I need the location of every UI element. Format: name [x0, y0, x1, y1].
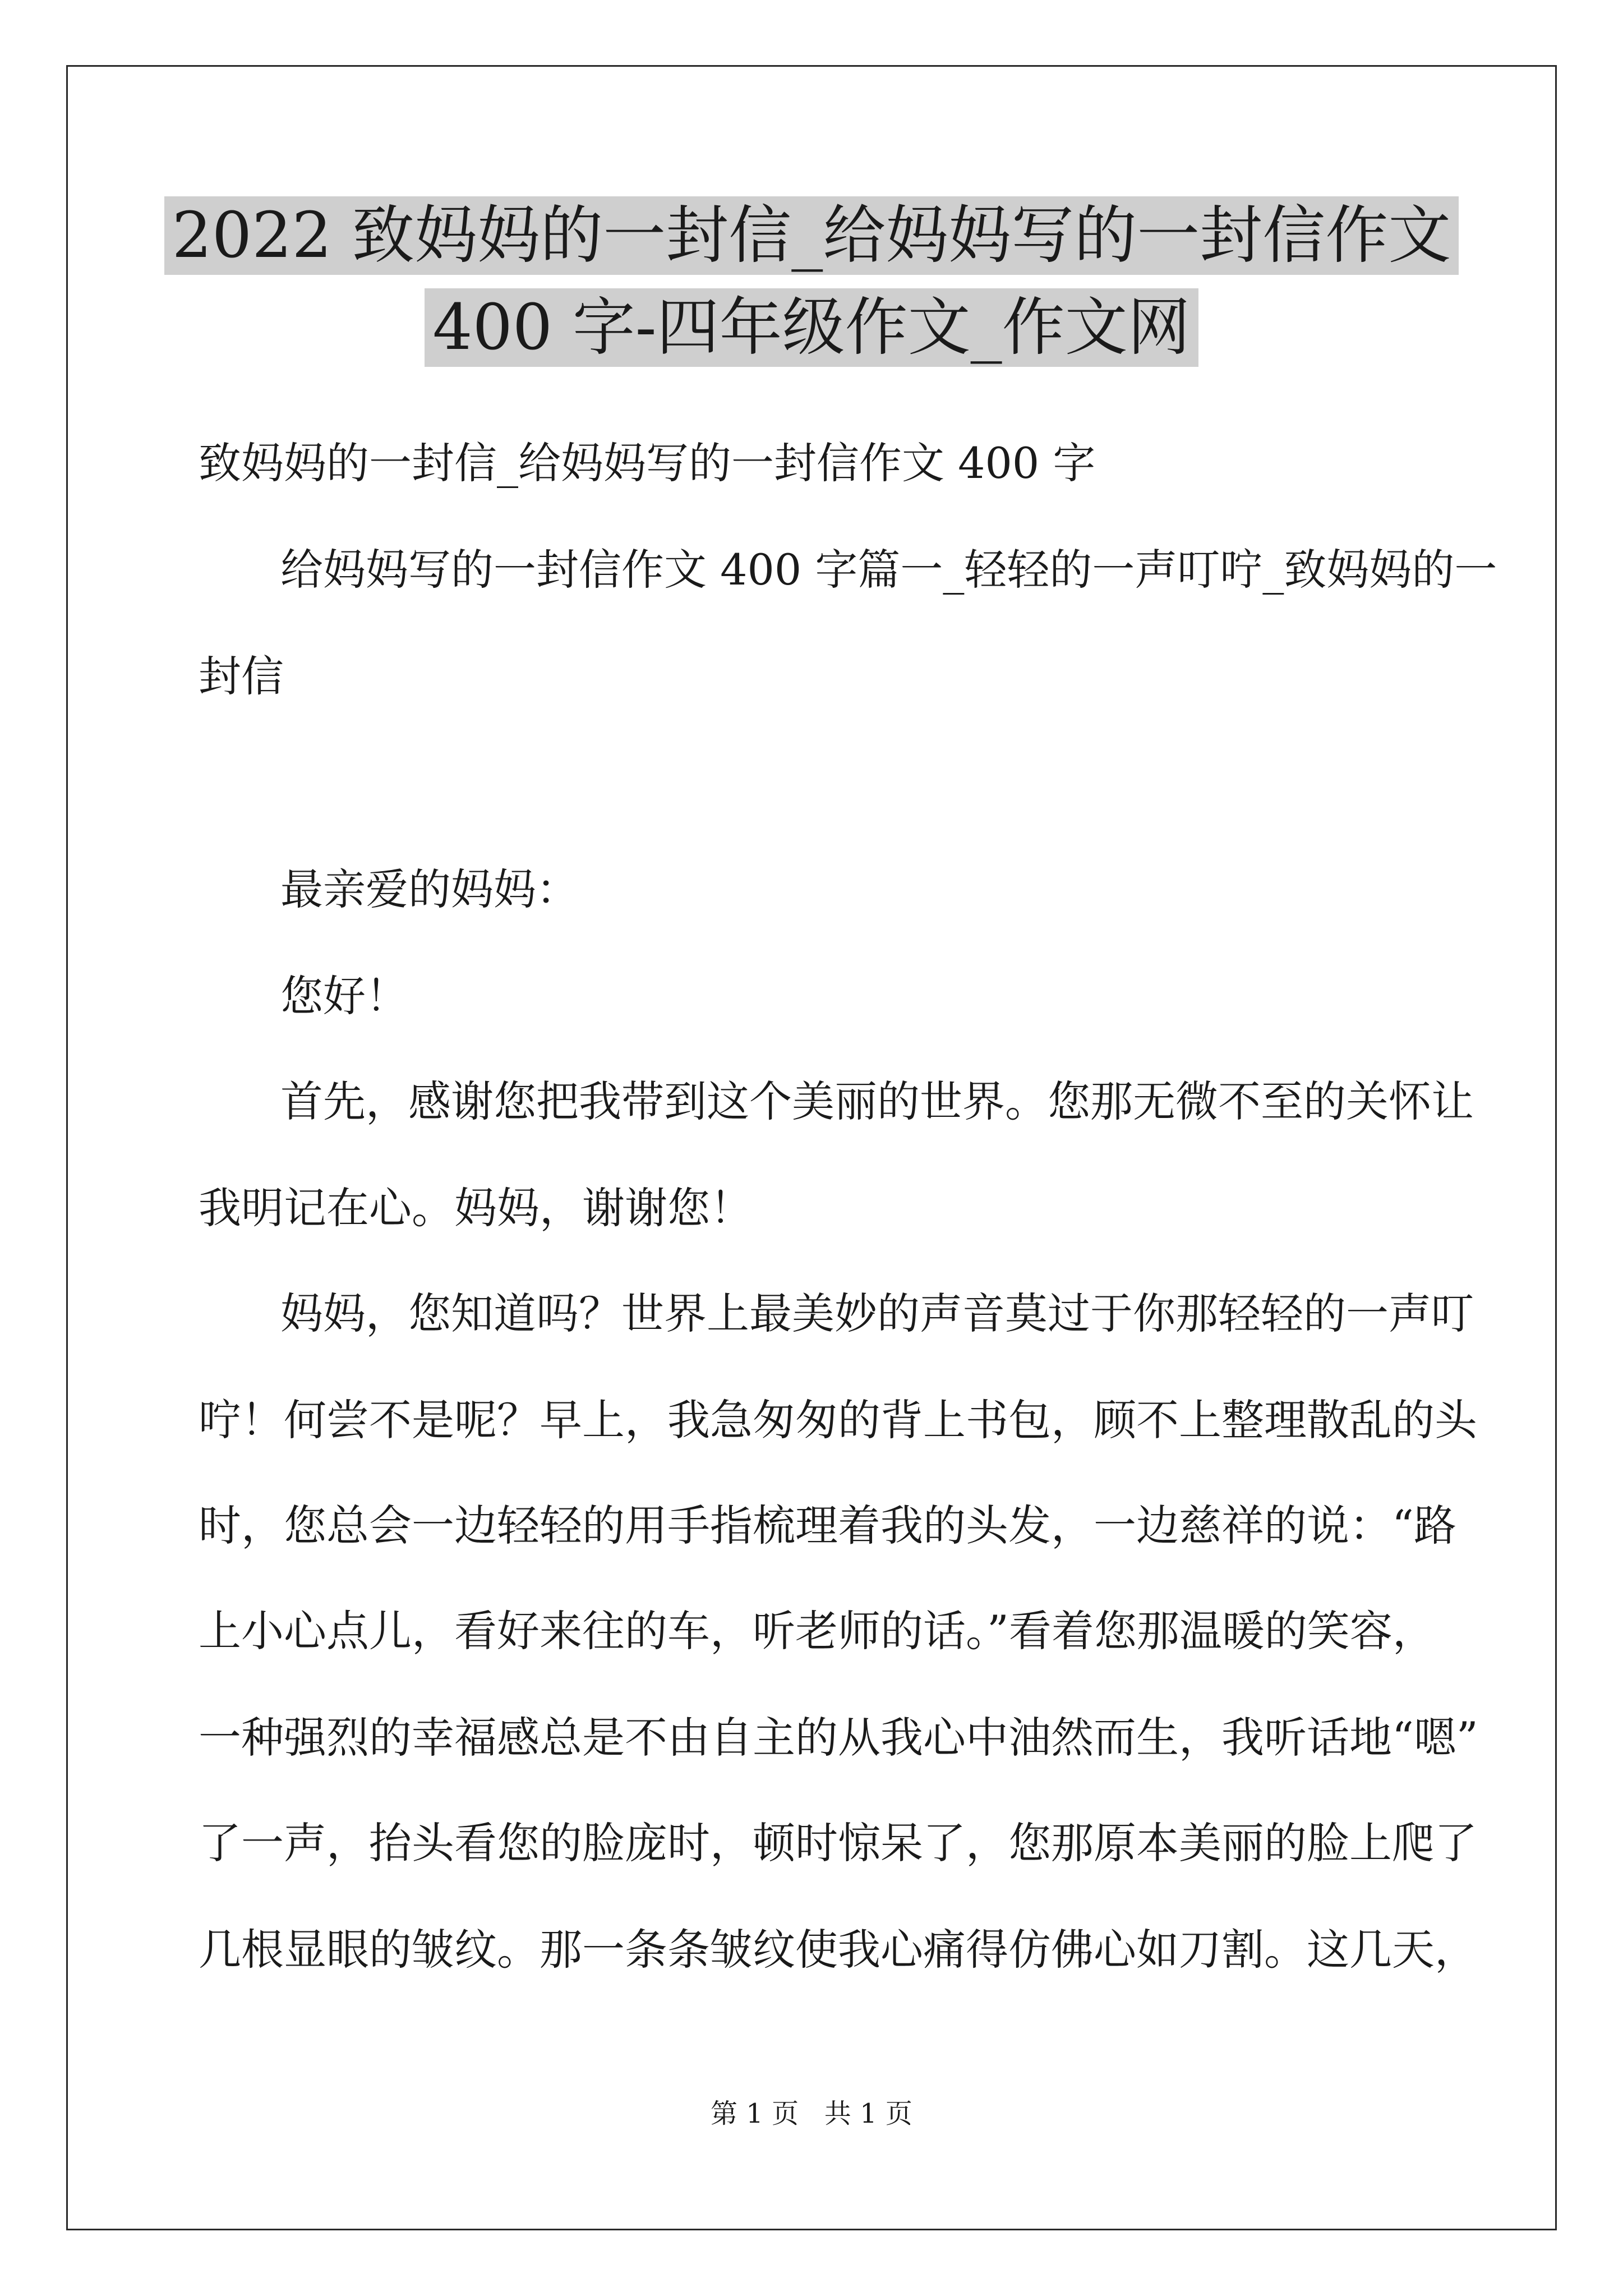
paragraph-2-line: 时，您总会一边轻轻的用手指梳理着我的头发，一边慈祥的说：“路: [199, 1501, 1456, 1550]
section-heading-line-1: 给妈妈写的一封信作文 400 字篇一_轻轻的一声叮咛_致妈妈的一: [280, 545, 1497, 595]
page-footer: 第 1 页 共 1 页: [711, 2098, 912, 2129]
subtitle: 致妈妈的一封信_给妈妈写的一封信作文 400 字: [199, 438, 1096, 488]
section-heading-line-2: 封信: [199, 651, 284, 701]
salutation: 最亲爱的妈妈：: [280, 864, 579, 914]
paragraph-2-line: 咛！何尝不是呢？早上，我急匆匆的背上书包，顾不上整理散乱的头: [199, 1395, 1477, 1445]
paragraph-2-line: 了一声，抬头看您的脸庞时，顿时惊呆了，您那原本美丽的脸上爬了: [199, 1818, 1477, 1868]
paragraph-1-line: 首先，感谢您把我带到这个美丽的世界。您那无微不至的关怀让: [280, 1076, 1474, 1126]
paragraph-2-line: 妈妈，您知道吗？世界上最美妙的声音莫过于你那轻轻的一声叮: [280, 1289, 1474, 1338]
paragraph-2-line: 一种强烈的幸福感总是不由自主的从我心中油然而生，我听话地“嗯”: [199, 1713, 1478, 1763]
greeting: 您好！: [280, 971, 408, 1021]
paragraph-1-line: 我明记在心。妈妈，谢谢您！: [199, 1183, 753, 1233]
paragraph-2-line: 上小心点儿，看好来往的车，听老师的话。”看着您那温暖的笑容，: [199, 1606, 1435, 1656]
document-title: [66, 196, 1557, 367]
page-border: [66, 65, 1557, 2230]
title-line-1: 2022 致妈妈的一封信_给妈妈写的一封信作文: [164, 196, 1459, 275]
title-line-2: 400 字-四年级作文_作文网: [425, 288, 1198, 367]
paragraph-2-line: 几根显眼的皱纹。那一条条皱纹使我心痛得仿佛心如刀割。这几天，: [199, 1925, 1477, 1975]
